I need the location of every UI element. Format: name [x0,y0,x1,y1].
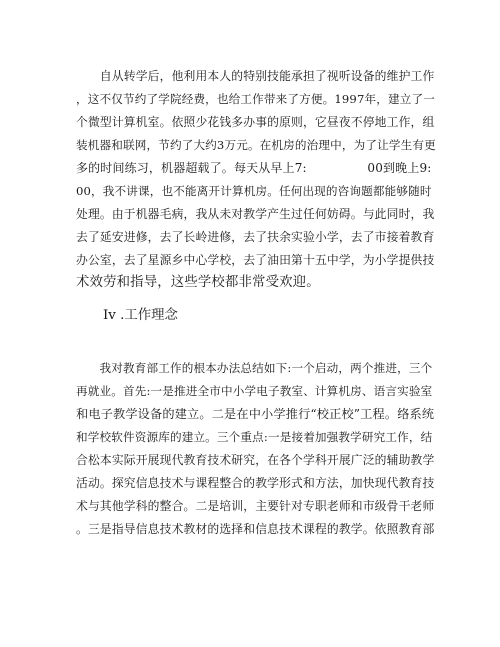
paragraph2-line: 活动。探究信息技术与课程整合的教学形式和方法，加快现代教育技 [76,476,435,490]
paragraph2-line: 再就业。首先:一是推进全市中小学电子教室、计算机房、语言实验室 [76,384,433,398]
paragraph1-line: 00，我不讲课，也不能离开计算机房。任何出现的咨询题都能够随时 [76,184,432,198]
paragraph1-line: 自从转学后，他利用本人的特别技能承担了视听设备的维护工作 [76,69,435,83]
paragraph1-line: ，这不仅节约了学院经费，也给工作带来了方便。1997年，建立了一 [76,92,435,106]
paragraph2-line: 合松本实际开展现代教育技术研究，在各个学科开展广泛的辅助教学 [76,453,435,467]
paragraph2-line: 术与其他学科的整合。二是培训，主要针对专职老师和市级骨干老师 [76,499,435,513]
paragraph1-line: 多的时间练习，机器超载了。每天从早上7: 00到晚上9: [76,161,432,175]
paragraph1-line: 处理。由于机器毛病，我从未对教学产生过任何妨碍。与此同时，我 [76,207,435,221]
paragraph2-line: 和学校软件资源库的建立。三个重点:一是接着加强教学研究工作，结 [76,430,433,444]
paragraph1-line: 个微型计算机室。依照少花钱多办事的原则，它昼夜不停地工作，组 [76,115,435,129]
paragraph2-line: 。三是指导信息技术教材的选择和信息技术课程的教学。依照教育部 [76,522,435,536]
paragraph1-line: 装机器和联网，节约了大约3万元。在机房的治理中，为了让学生有更 [76,138,436,152]
paragraph1-line: 术效劳和指导，这些学校都非常受欢迎。 [76,275,320,290]
paragraph2-line: 和电子教学设备的建立。二是在中小学推行“校正校”工程。络系统 [76,407,435,421]
paragraph2-line: 我对教育部工作的根本办法总结如下:一个启动，两个推进，三个 [76,361,433,375]
paragraph1-line: 去了延安进修，去了长岭进修，去了扶余实验小学，去了市接着教育 [76,230,435,244]
paragraph1-line: 办公室，去了星源乡中心学校，去了油田第十五中学，为小学提供技 [76,253,435,267]
section-heading: Iv .工作理念 [103,308,178,323]
